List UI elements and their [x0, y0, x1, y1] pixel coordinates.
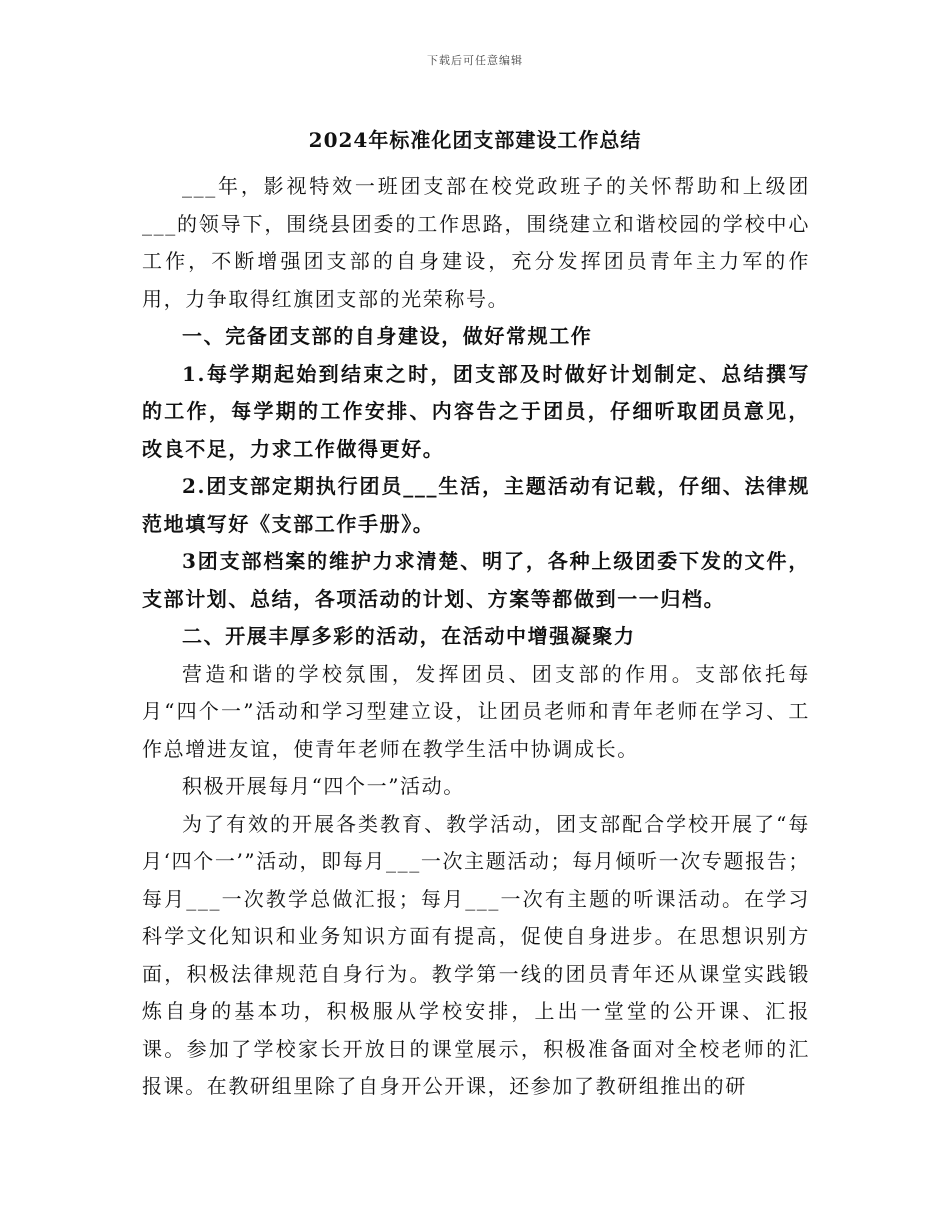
paragraph-intro: ___年，影视特效一班团支部在校党政班子的关怀帮助和上级团___的领导下，围绕县团委的工作思路，围绕建立和谐校园的学校中心工作，不断增强团支部的自身建设，充分发挥团员青年主力军的作用，力争取得红旗团支部的光荣称号。: [142, 174, 810, 311]
document-body: [142, 168, 810, 1106]
paragraph-item-3: 3团支部档案的维护力求清楚、明了，各种上级团委下发的文件，支部计划、总结，各项活动的计划、方案等都做到一一归档。: [142, 549, 810, 611]
paragraph-atmosphere: 营造和谐的学校氛围，发挥团员、团支部的作用。支部依托每月“四个一”活动和学习型建立设，让团员老师和青年老师在学习、工作总增进友谊，使青年老师在教学生活中协调成长。: [142, 661, 810, 761]
section-heading-2: 二、开展丰厚多彩的活动，在活动中增强凝聚力: [182, 624, 636, 648]
paragraph-item-1: 1.每学期起始到结束之时，团支部及时做好计划制定、总结撰写的工作，每学期的工作安排、内容告之于团员，仔细听取团员意见，改良不足，力求工作做得更好。: [142, 361, 810, 461]
page-header-note: 下载后可任意编辑: [427, 54, 523, 67]
section-heading-1: 一、完备团支部的自身建设，做好常规工作: [182, 324, 593, 348]
paragraph-item-2: 2.团支部定期执行团员___生活，主题活动有记载，仔细、法律规范地填写好《支部工作手册》。: [142, 474, 810, 536]
paragraph-four-activities: 积极开展每月“四个一”活动。: [182, 774, 465, 798]
document-title: 2024年标准化团支部建设工作总结: [308, 128, 642, 152]
paragraph-activities-detail: 为了有效的开展各类教育、教学活动，团支部配合学校开展了“每月‘四个一’”活动，即每月___一次主题活动；每月倾听一次专题报告；每月___一次教学总做汇报；每月___一次有主题的听课活动。在学习科学文化知识和业务知识方面有提高，促使自身进步。在思想识别方面，积极法律规范自身行为。教学第一线的团员青年还从课堂实践锻炼自身的基本功，积极服从学校安排，上出一堂堂的公开课、汇报课。参加了学校家长开放日的课堂展示，积极准备面对全校老师的汇报课。在教研组里除了自身开公开课，还参加了教研组推出的研: [142, 811, 810, 1098]
